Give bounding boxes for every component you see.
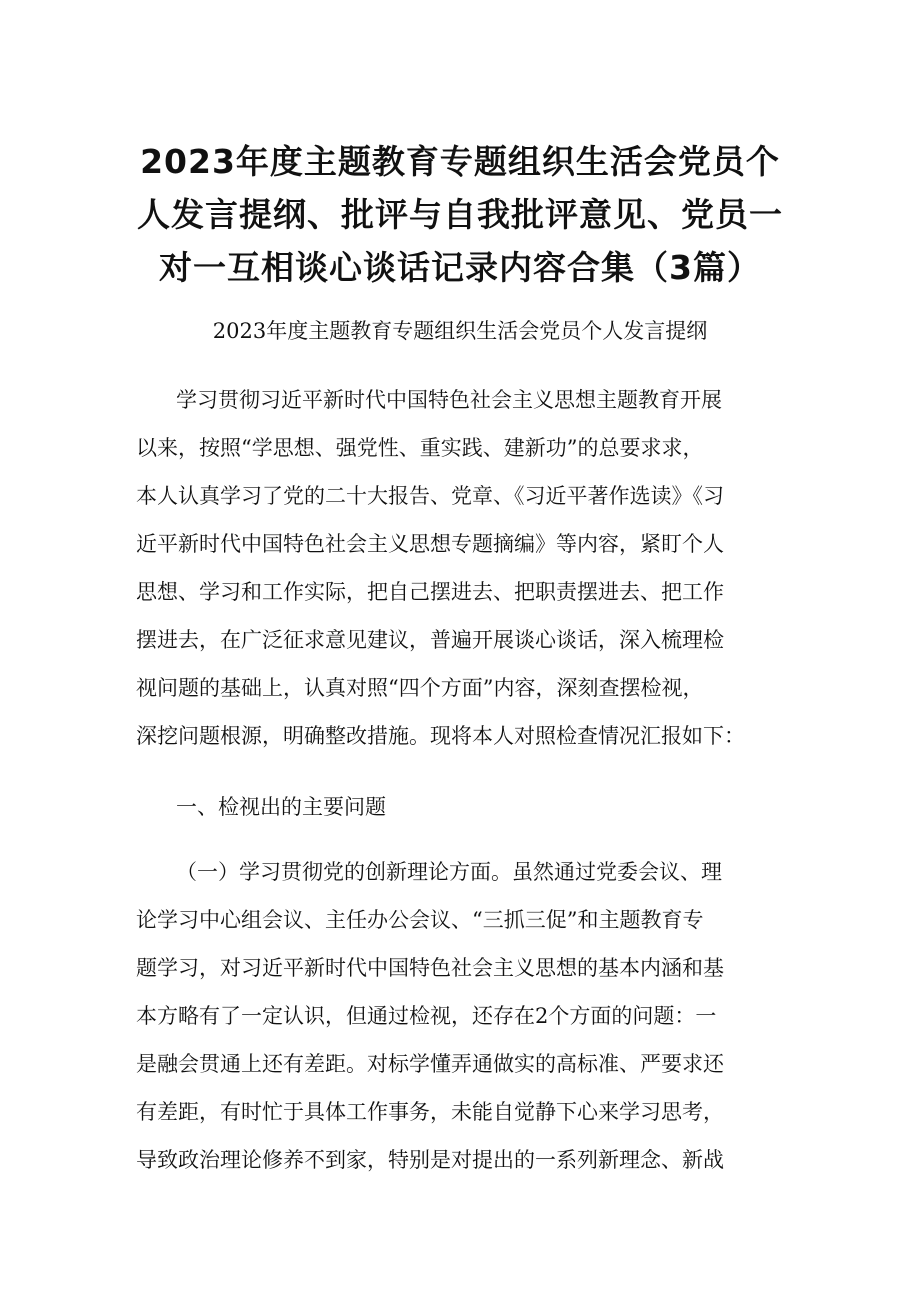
paragraph-intro [136, 376, 796, 760]
paragraph-line: 思想、学习和工作实际，把自己摆进去、把职责摆进去、把工作 [136, 580, 724, 604]
paragraph-line: 本方略有了一定认识，但通过检视，还存在2个方面的问题：一 [136, 1004, 717, 1028]
title-line: 2023年度主题教育专题组织生活会党员个 [140, 142, 780, 181]
paragraph-line: 是融会贯通上还有差距。对标学懂弄通做实的高标准、严要求还 [136, 1052, 724, 1076]
paragraph-line: 题学习，对习近平新时代中国特色社会主义思想的基本内涵和基 [136, 956, 724, 980]
title-line: 人发言提纲、批评与自我批评意见、党员一 [137, 195, 783, 234]
paragraph-line: 有差距，有时忙于具体工作事务，未能自觉静下心来学习思考， [136, 1100, 724, 1124]
document-title [120, 135, 800, 294]
paragraph-line: 论学习中心组会议、主任办公会议、“三抓三促”和主题教育专 [136, 908, 704, 932]
title-line: 对一互相谈心谈话记录内容合集（3篇） [159, 248, 761, 287]
document-subtitle: 2023年度主题教育专题组织生活会党员个人发言提纲 [212, 319, 708, 343]
section-heading [136, 783, 796, 831]
paragraph-line: 深挖问题根源，明确整改措施。现将本人对照检查情况汇报如下： [136, 724, 745, 748]
paragraph-line: 摆进去，在广泛征求意见建议，普遍开展谈心谈话，深入梳理检 [136, 628, 724, 652]
paragraph-line: 以来，按照“学思想、强党性、重实践、建新功”的总要求求， [136, 436, 704, 460]
paragraph-line: （一）学习贯彻党的创新理论方面。虽然通过党委会议、理 [176, 860, 722, 884]
paragraph-line: 近平新时代中国特色社会主义思想专题摘编》等内容，紧盯个人 [136, 532, 724, 556]
paragraph-line: 学习贯彻习近平新时代中国特色社会主义思想主题教育开展 [176, 388, 722, 412]
paragraph-line: 本人认真学习了党的二十大报告、党章、《习近平著作选读》《习 [136, 484, 724, 508]
paragraph-section-one [136, 848, 796, 1184]
paragraph-line: 视问题的基础上，认真对照“四个方面”内容，深刻查摆检视， [136, 676, 704, 700]
section-heading-text: 一、检视出的主要问题 [176, 795, 386, 819]
paragraph-line: 导致政治理论修养不到家，特别是对提出的一系列新理念、新战 [136, 1148, 724, 1172]
